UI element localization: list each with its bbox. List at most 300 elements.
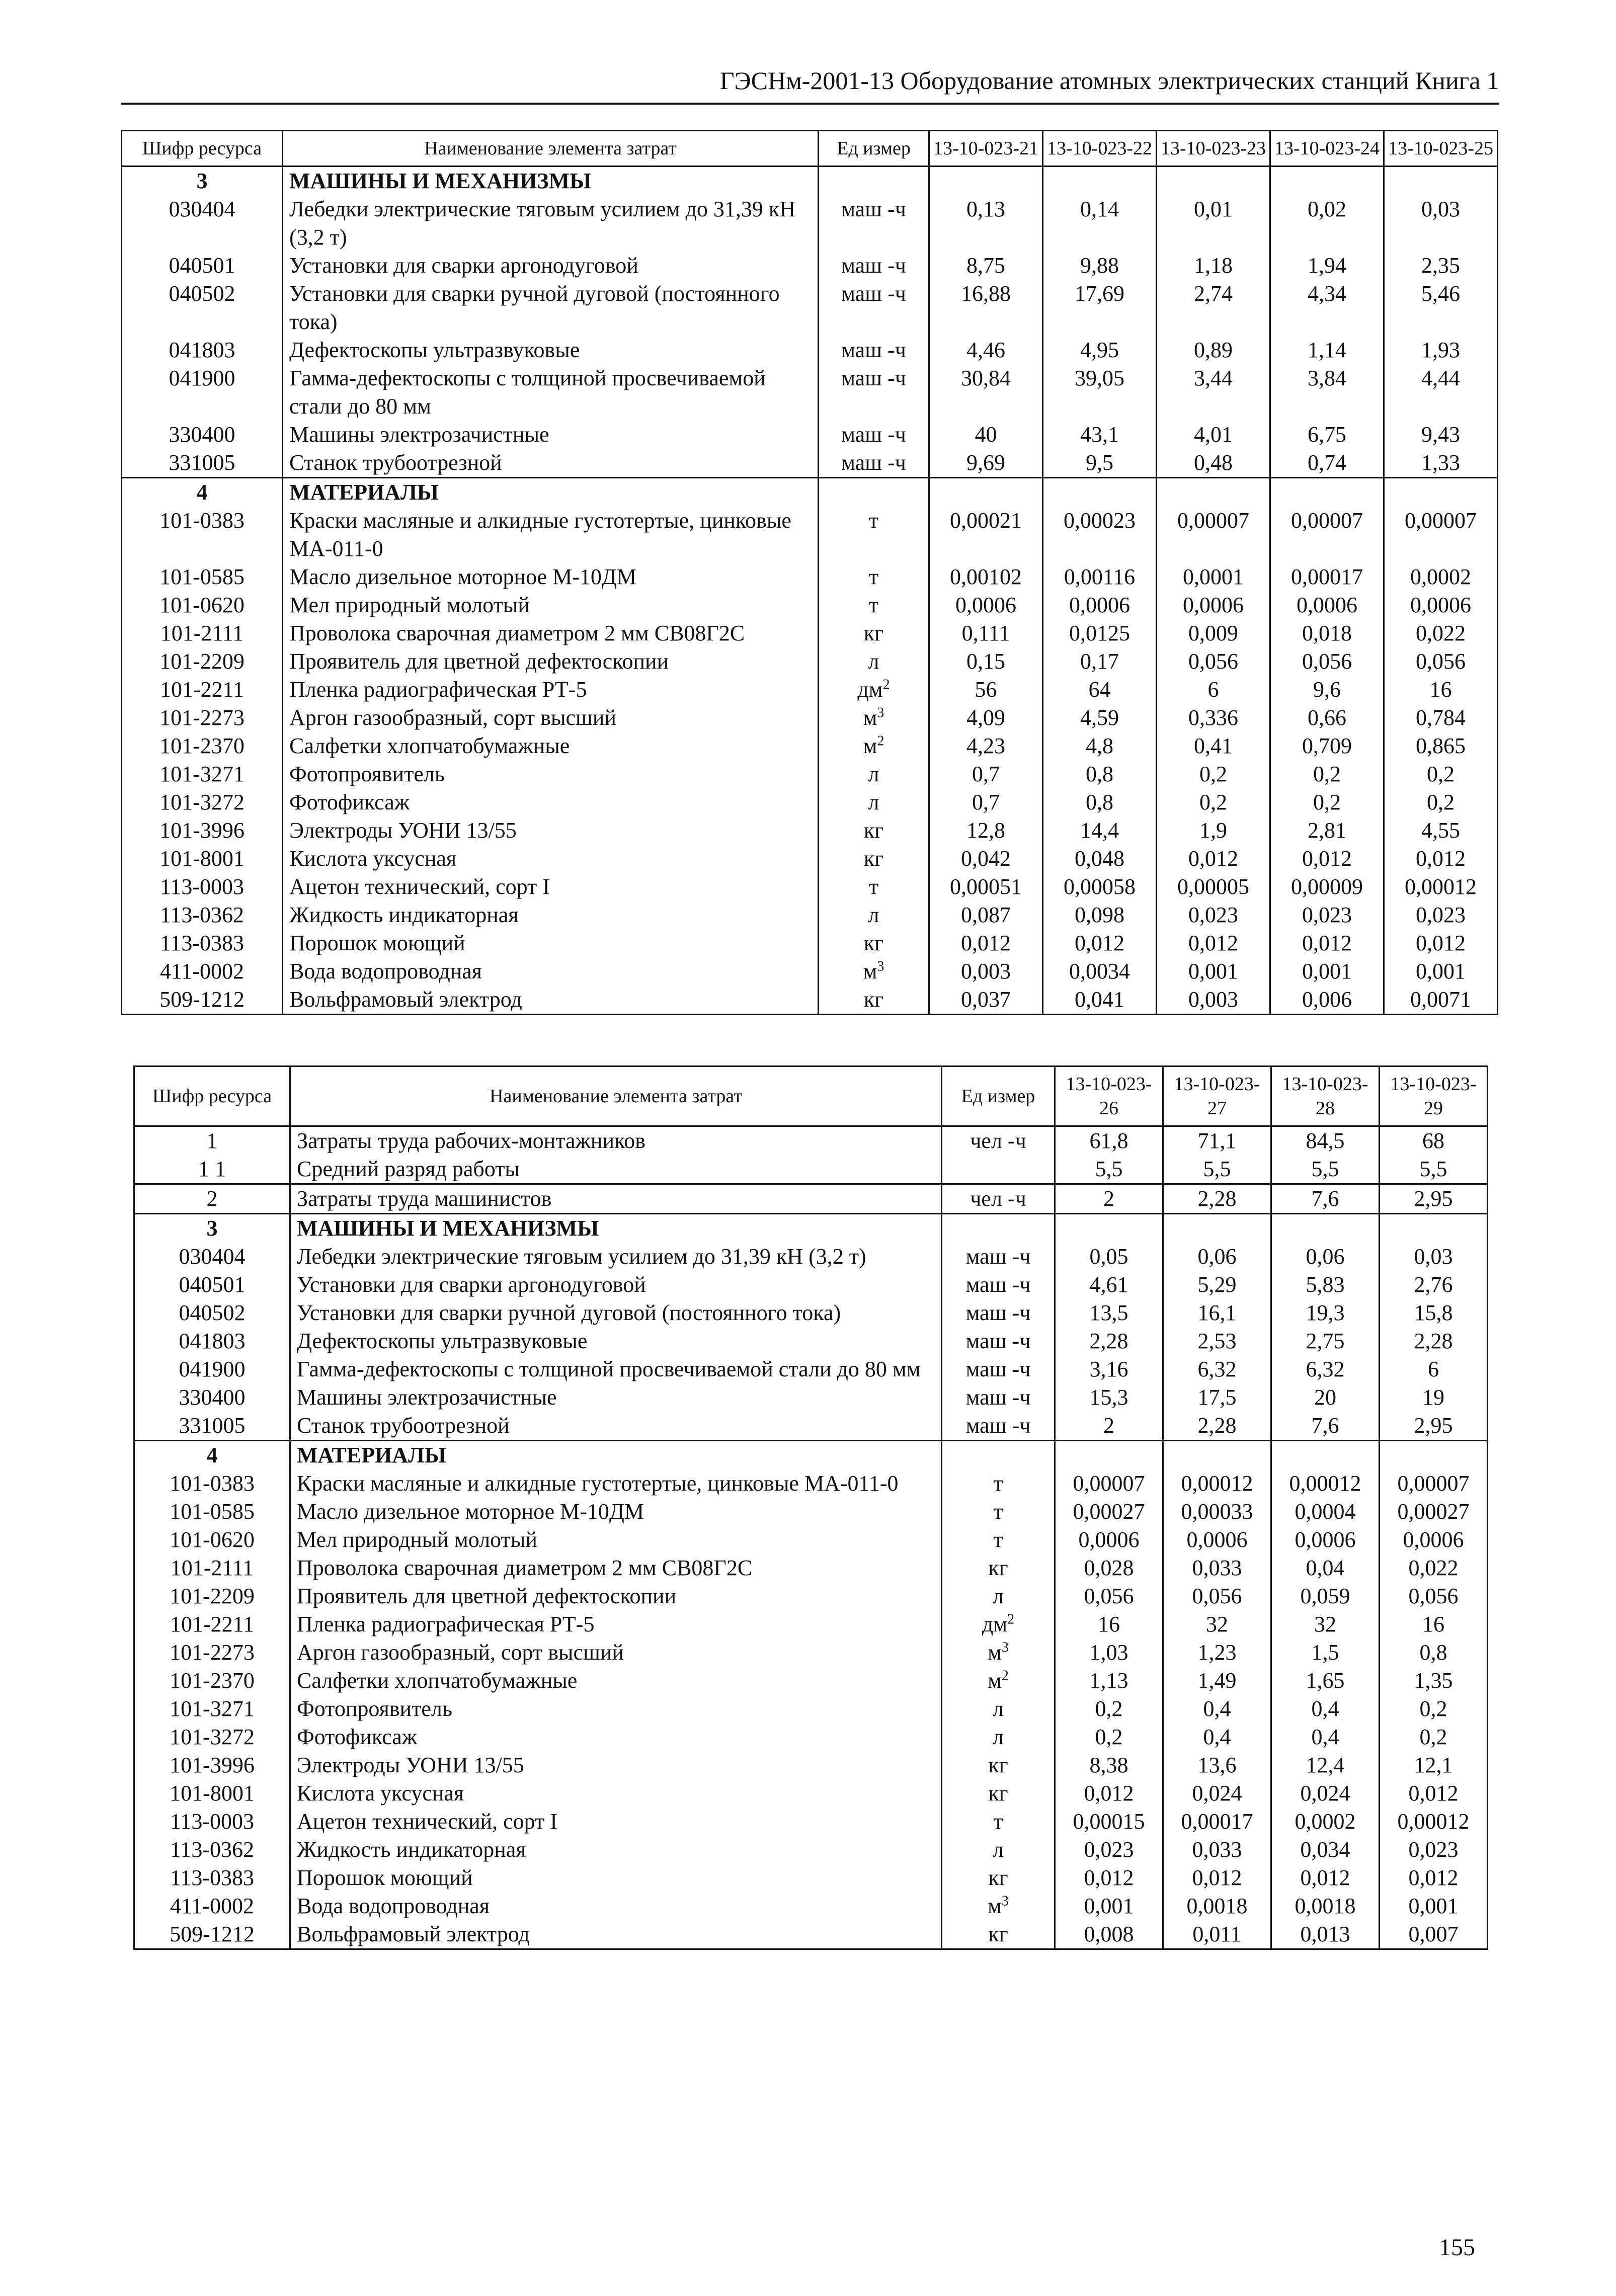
table-row [122, 336, 1498, 364]
resource-name: Проявитель для цветной дефектоскопии [290, 1582, 942, 1610]
value-cell: 56 [929, 676, 1043, 704]
resource-name: Краски масляные и алкидные густотертые, цинковые МА-011-0 [290, 1469, 942, 1498]
value-cell [1384, 167, 1498, 196]
value-cell: 0,4 [1271, 1723, 1380, 1751]
value-cell: 0,024 [1163, 1779, 1271, 1808]
unit-cell [942, 1723, 1055, 1751]
unit-cell [942, 1526, 1055, 1554]
resource-name: Вода водопроводная [290, 1892, 942, 1920]
unit-superscript: 2 [877, 733, 884, 749]
table-row [122, 252, 1498, 280]
value-cell: 0,4 [1163, 1695, 1271, 1723]
value-cell: 0,009 [1157, 619, 1270, 647]
resource-name: МАТЕРИАЛЫ [283, 478, 819, 507]
resource-code: 101-0620 [134, 1526, 290, 1554]
table-row [134, 1526, 1488, 1554]
value-cell: 0,2 [1380, 1723, 1488, 1751]
unit-text: л [868, 649, 879, 674]
page-number: 155 [1439, 2234, 1475, 2261]
value-cell: 19 [1380, 1383, 1488, 1412]
unit-cell [819, 167, 929, 196]
resource-name: Краски масляные и алкидные густотертые, цинковые МА-011-0 [283, 507, 819, 563]
unit-text: маш -ч [841, 253, 906, 278]
value-cell: 0,00017 [1270, 563, 1384, 591]
value-cell: 0,0006 [1384, 591, 1498, 619]
unit-superscript: 2 [1007, 1611, 1015, 1627]
value-cell: 0,012 [1271, 1864, 1380, 1892]
value-cell: 2,81 [1270, 816, 1384, 845]
value-cell: 0,2 [1270, 760, 1384, 788]
table-row [134, 1667, 1488, 1695]
resource-name: Масло дизельное моторное М-10ДМ [290, 1498, 942, 1526]
table-row [122, 788, 1498, 816]
value-cell: 0,00027 [1380, 1498, 1488, 1526]
resource-code: 331005 [122, 449, 283, 478]
unit-cell [942, 1469, 1055, 1498]
unit-text: кг [863, 987, 884, 1012]
header-col: 13-10-023-28 [1271, 1067, 1380, 1126]
unit-text: маш -ч [841, 366, 906, 390]
resource-code: 101-3271 [134, 1695, 290, 1723]
unit-cell [819, 421, 929, 449]
unit-cell [942, 1920, 1055, 1949]
unit-text: кг [863, 846, 884, 871]
value-cell: 0,66 [1270, 704, 1384, 732]
table-row [134, 1610, 1488, 1638]
value-cell: 0,056 [1384, 647, 1498, 676]
value-cell: 0,041 [1043, 986, 1157, 1015]
value-cell: 2 [1055, 1412, 1163, 1441]
value-cell: 0,00007 [1380, 1469, 1488, 1498]
value-cell: 0,023 [1270, 901, 1384, 929]
value-cell: 0,00009 [1270, 873, 1384, 901]
resource-code: 2 [134, 1184, 290, 1214]
unit-cell [942, 1779, 1055, 1808]
resource-name: Мел природный молотый [283, 591, 819, 619]
value-cell: 0,024 [1271, 1779, 1380, 1808]
table-row [134, 1751, 1488, 1779]
value-cell: 0,00012 [1271, 1469, 1380, 1498]
value-cell: 0,098 [1043, 901, 1157, 929]
unit-cell [942, 1892, 1055, 1920]
header-col: 13-10-023-21 [929, 131, 1043, 167]
page-header [121, 65, 1499, 105]
table-row [134, 1892, 1488, 1920]
value-cell: 0,012 [1384, 845, 1498, 873]
resource-code: 040502 [134, 1299, 290, 1327]
resource-code: 411-0002 [122, 957, 283, 986]
value-cell: 0,0006 [1380, 1526, 1488, 1554]
header-col: 13-10-023-29 [1380, 1067, 1488, 1126]
value-cell: 4,34 [1270, 280, 1384, 336]
resource-name: Станок трубоотрезной [290, 1412, 942, 1441]
value-cell: 0,7 [929, 788, 1043, 816]
resource-name: Лебедки электрические тяговым усилием до 31,39 кН (3,2 т) [290, 1243, 942, 1271]
resource-code: 101-3996 [134, 1751, 290, 1779]
value-cell: 0,008 [1055, 1920, 1163, 1949]
value-cell: 12,8 [929, 816, 1043, 845]
value-cell: 0,8 [1380, 1638, 1488, 1667]
unit-cell [819, 901, 929, 929]
value-cell: 2,53 [1163, 1327, 1271, 1355]
resource-code: 101-2273 [122, 704, 283, 732]
value-cell: 0,034 [1271, 1836, 1380, 1864]
value-cell: 16 [1055, 1610, 1163, 1638]
value-cell [1043, 478, 1157, 507]
value-cell: 12,4 [1271, 1751, 1380, 1779]
unit-text: маш -ч [965, 1300, 1031, 1325]
value-cell: 4,09 [929, 704, 1043, 732]
value-cell: 5,5 [1271, 1155, 1380, 1184]
table-row [134, 1638, 1488, 1667]
value-cell: 1,03 [1055, 1638, 1163, 1667]
table-row [122, 901, 1498, 929]
value-cell: 71,1 [1163, 1126, 1271, 1156]
value-cell: 0,048 [1043, 845, 1157, 873]
resource-name: МАТЕРИАЛЫ [290, 1441, 942, 1470]
table-row [122, 619, 1498, 647]
value-cell: 0,06 [1163, 1243, 1271, 1271]
unit-cell [819, 873, 929, 901]
value-cell: 0,012 [1157, 929, 1270, 957]
value-cell: 2,95 [1380, 1184, 1488, 1214]
table-row [122, 449, 1498, 478]
resource-name: Ацетон технический, сорт I [290, 1808, 942, 1836]
value-cell: 0,023 [1157, 901, 1270, 929]
value-cell: 0,012 [1055, 1779, 1163, 1808]
value-cell: 0,00023 [1043, 507, 1157, 563]
value-cell: 0,00007 [1384, 507, 1498, 563]
table-row [122, 957, 1498, 986]
resource-code: 330400 [134, 1383, 290, 1412]
unit-cell [819, 195, 929, 252]
value-cell: 7,6 [1271, 1412, 1380, 1441]
header-col: 13-10-023-26 [1055, 1067, 1163, 1126]
table-row [134, 1271, 1488, 1299]
table-row [122, 816, 1498, 845]
value-cell: 0,056 [1157, 647, 1270, 676]
table-row [134, 1498, 1488, 1526]
unit-text: л [868, 903, 879, 927]
value-cell: 0,001 [1270, 957, 1384, 986]
value-cell: 3,44 [1157, 364, 1270, 421]
value-cell: 0,0006 [1163, 1526, 1271, 1554]
resource-name: Затраты труда рабочих-монтажников [290, 1126, 942, 1156]
table-row [122, 760, 1498, 788]
value-cell: 0,022 [1380, 1554, 1488, 1582]
unit-text: маш -ч [965, 1413, 1031, 1438]
value-cell: 0,007 [1380, 1920, 1488, 1949]
resource-name: Пленка радиографическая РТ-5 [290, 1610, 942, 1638]
value-cell: 0,059 [1271, 1582, 1380, 1610]
value-cell: 6,32 [1271, 1355, 1380, 1383]
resource-code: 101-0585 [122, 563, 283, 591]
table-row [122, 986, 1498, 1015]
value-cell [929, 478, 1043, 507]
resource-name: Средний разряд работы [290, 1155, 942, 1184]
value-cell: 0,03 [1384, 195, 1498, 252]
resource-code: 101-0585 [134, 1498, 290, 1526]
resource-name: Станок трубоотрезной [283, 449, 819, 478]
value-cell [1163, 1441, 1271, 1470]
resource-name: Электроды УОНИ 13/55 [290, 1751, 942, 1779]
resource-name: Порошок моющий [283, 929, 819, 957]
value-cell: 0,018 [1270, 619, 1384, 647]
table-row [122, 873, 1498, 901]
resource-code: 040501 [134, 1271, 290, 1299]
value-cell [1380, 1214, 1488, 1243]
value-cell: 0,037 [929, 986, 1043, 1015]
value-cell: 6 [1380, 1355, 1488, 1383]
unit-text: кг [863, 931, 884, 955]
value-cell: 0,012 [1380, 1864, 1488, 1892]
table-row [134, 1412, 1488, 1441]
unit-cell [942, 1271, 1055, 1299]
value-cell: 0,012 [929, 929, 1043, 957]
value-cell: 0,74 [1270, 449, 1384, 478]
unit-text: л [993, 1837, 1004, 1862]
value-cell: 1,14 [1270, 336, 1384, 364]
resource-name: Проволока сварочная диаметром 2 мм СВ08Г2С [290, 1554, 942, 1582]
table-row [122, 280, 1498, 336]
unit-cell [942, 1836, 1055, 1864]
value-cell: 0,41 [1157, 732, 1270, 760]
resource-code: 4 [122, 478, 283, 507]
resource-code: 101-0383 [134, 1469, 290, 1498]
unit-text: м [863, 705, 877, 730]
value-cell: 0,2 [1380, 1695, 1488, 1723]
value-cell: 0,012 [1270, 929, 1384, 957]
value-cell: 1,33 [1384, 449, 1498, 478]
value-cell [1043, 167, 1157, 196]
value-cell: 0,001 [1380, 1892, 1488, 1920]
header-title: ГЭСНм-2001-13 Оборудование атомных электрических станций Книга 1 [719, 66, 1499, 95]
value-cell: 0,0002 [1271, 1808, 1380, 1836]
table-row [134, 1723, 1488, 1751]
value-cell: 4,23 [929, 732, 1043, 760]
value-cell: 0,0125 [1043, 619, 1157, 647]
unit-cell [819, 252, 929, 280]
value-cell: 0,056 [1380, 1582, 1488, 1610]
value-cell: 0,00012 [1163, 1469, 1271, 1498]
table-row [122, 732, 1498, 760]
resource-code: 101-2273 [134, 1638, 290, 1667]
header-col: 13-10-023-27 [1163, 1067, 1271, 1126]
table-row [134, 1383, 1488, 1412]
resource-code: 101-2111 [122, 619, 283, 647]
unit-cell [942, 1554, 1055, 1582]
value-cell: 5,5 [1380, 1155, 1488, 1184]
resource-name: Гамма-дефектоскопы с толщиной просвечиваемой стали до 80 мм [283, 364, 819, 421]
resource-code: 3 [122, 167, 283, 196]
header-unit: Ед измер [819, 131, 929, 167]
value-cell: 0,003 [1157, 986, 1270, 1015]
resource-code: 331005 [134, 1412, 290, 1441]
unit-cell [942, 1243, 1055, 1271]
table-row [134, 1126, 1488, 1156]
value-cell: 2 [1055, 1184, 1163, 1214]
resource-name: Проявитель для цветной дефектоскопии [283, 647, 819, 676]
value-cell: 0,00015 [1055, 1808, 1163, 1836]
unit-cell [942, 1155, 1055, 1184]
unit-superscript: 3 [1001, 1893, 1009, 1909]
value-cell: 0,4 [1163, 1723, 1271, 1751]
resource-name: Аргон газообразный, сорт высший [283, 704, 819, 732]
value-cell: 0,00007 [1157, 507, 1270, 563]
table-row [134, 1808, 1488, 1836]
value-cell: 4,55 [1384, 816, 1498, 845]
unit-cell [942, 1214, 1055, 1243]
value-cell: 1,18 [1157, 252, 1270, 280]
resource-code: 101-0383 [122, 507, 283, 563]
value-cell [1270, 167, 1384, 196]
header-code: Шифр ресурса [134, 1067, 290, 1126]
value-cell: 4,61 [1055, 1271, 1163, 1299]
value-cell: 0,006 [1270, 986, 1384, 1015]
value-cell: 6,32 [1163, 1355, 1271, 1383]
unit-superscript: 3 [877, 958, 884, 974]
resource-code: 041900 [134, 1355, 290, 1383]
table-header-row [134, 1067, 1488, 1126]
value-cell: 0,48 [1157, 449, 1270, 478]
table-body [122, 167, 1498, 1015]
unit-text: маш -ч [841, 281, 906, 306]
table-row [134, 1299, 1488, 1327]
section-row [134, 1214, 1488, 1243]
value-cell: 2,28 [1163, 1184, 1271, 1214]
table-row [134, 1155, 1488, 1184]
value-cell: 0,0071 [1384, 986, 1498, 1015]
resource-name: Проволока сварочная диаметром 2 мм СВ08Г2С [283, 619, 819, 647]
value-cell: 17,69 [1043, 280, 1157, 336]
table-row [122, 929, 1498, 957]
value-cell: 0,0004 [1271, 1498, 1380, 1526]
value-cell: 0,01 [1157, 195, 1270, 252]
value-cell [1271, 1214, 1380, 1243]
value-cell: 16,88 [929, 280, 1043, 336]
unit-cell [819, 478, 929, 507]
value-cell: 9,88 [1043, 252, 1157, 280]
resource-name: Салфетки хлопчатобумажные [283, 732, 819, 760]
resource-code: 041803 [134, 1327, 290, 1355]
resource-code: 101-2209 [122, 647, 283, 676]
resource-name: Кислота уксусная [290, 1779, 942, 1808]
resource-code: 101-8001 [134, 1779, 290, 1808]
resource-code: 040501 [122, 252, 283, 280]
resource-name: Аргон газообразный, сорт высший [290, 1638, 942, 1667]
value-cell: 9,69 [929, 449, 1043, 478]
unit-text: т [993, 1499, 1003, 1524]
value-cell: 32 [1271, 1610, 1380, 1638]
resource-code: 101-0620 [122, 591, 283, 619]
unit-cell [942, 1864, 1055, 1892]
value-cell: 0,00051 [929, 873, 1043, 901]
value-cell: 64 [1043, 676, 1157, 704]
value-cell: 20 [1271, 1383, 1380, 1412]
value-cell: 2,28 [1163, 1412, 1271, 1441]
table-row [122, 845, 1498, 873]
unit-cell [942, 1412, 1055, 1441]
value-cell: 19,3 [1271, 1299, 1380, 1327]
value-cell: 15,3 [1055, 1383, 1163, 1412]
unit-superscript: 3 [1001, 1639, 1009, 1656]
header-code: Шифр ресурса [122, 131, 283, 167]
value-cell: 0,14 [1043, 195, 1157, 252]
resource-code: 101-8001 [122, 845, 283, 873]
unit-text: м [988, 1894, 1002, 1918]
value-cell: 1,5 [1271, 1638, 1380, 1667]
unit-cell [819, 986, 929, 1015]
value-cell: 0,001 [1157, 957, 1270, 986]
unit-cell [819, 364, 929, 421]
resource-name: МАШИНЫ И МЕХАНИЗМЫ [283, 167, 819, 196]
resource-code: 509-1212 [122, 986, 283, 1015]
value-cell: 0,012 [1270, 845, 1384, 873]
resource-name: Пленка радиографическая РТ-5 [283, 676, 819, 704]
resource-name: Салфетки хлопчатобумажные [290, 1667, 942, 1695]
value-cell: 0,056 [1270, 647, 1384, 676]
resource-name: Машины электрозачистные [283, 421, 819, 449]
value-cell: 0,001 [1384, 957, 1498, 986]
value-cell: 0,2 [1157, 760, 1270, 788]
value-cell: 2,75 [1271, 1327, 1380, 1355]
unit-cell [942, 1808, 1055, 1836]
resource-name: Мел природный молотый [290, 1526, 942, 1554]
value-cell: 0,00033 [1163, 1498, 1271, 1526]
unit-cell [819, 647, 929, 676]
value-cell: 0,00017 [1163, 1808, 1271, 1836]
value-cell: 0,00058 [1043, 873, 1157, 901]
value-cell: 0,033 [1163, 1836, 1271, 1864]
unit-text: маш -ч [965, 1329, 1031, 1353]
value-cell: 8,75 [929, 252, 1043, 280]
value-cell: 43,1 [1043, 421, 1157, 449]
value-cell: 0,17 [1043, 647, 1157, 676]
value-cell: 12,1 [1380, 1751, 1488, 1779]
section-row [134, 1184, 1488, 1214]
value-cell: 2,95 [1380, 1412, 1488, 1441]
resource-code: 113-0362 [134, 1836, 290, 1864]
resource-code: 041900 [122, 364, 283, 421]
resource-name: Установки для сварки аргонодуговой [290, 1271, 942, 1299]
unit-cell [819, 929, 929, 957]
value-cell: 0,0006 [929, 591, 1043, 619]
unit-text: л [868, 790, 879, 814]
value-cell: 0,2 [1270, 788, 1384, 816]
value-cell: 1,23 [1163, 1638, 1271, 1667]
value-cell: 13,5 [1055, 1299, 1163, 1327]
resource-name: Затраты труда машинистов [290, 1184, 942, 1214]
value-cell: 0,00116 [1043, 563, 1157, 591]
unit-cell [942, 1126, 1055, 1156]
value-cell: 0,012 [1055, 1864, 1163, 1892]
resource-name: Установки для сварки аргонодуговой [283, 252, 819, 280]
table-row [122, 591, 1498, 619]
value-cell: 0,0034 [1043, 957, 1157, 986]
value-cell: 16,1 [1163, 1299, 1271, 1327]
value-cell: 0,023 [1055, 1836, 1163, 1864]
value-cell [1384, 478, 1498, 507]
value-cell: 4,8 [1043, 732, 1157, 760]
unit-text: чел -ч [970, 1186, 1026, 1211]
unit-cell [819, 507, 929, 563]
unit-text: кг [988, 1781, 1008, 1806]
value-cell: 0,012 [1380, 1779, 1488, 1808]
value-cell: 1,94 [1270, 252, 1384, 280]
resource-code: 1 [134, 1126, 290, 1156]
resource-name: Фотопроявитель [283, 760, 819, 788]
unit-cell [942, 1751, 1055, 1779]
